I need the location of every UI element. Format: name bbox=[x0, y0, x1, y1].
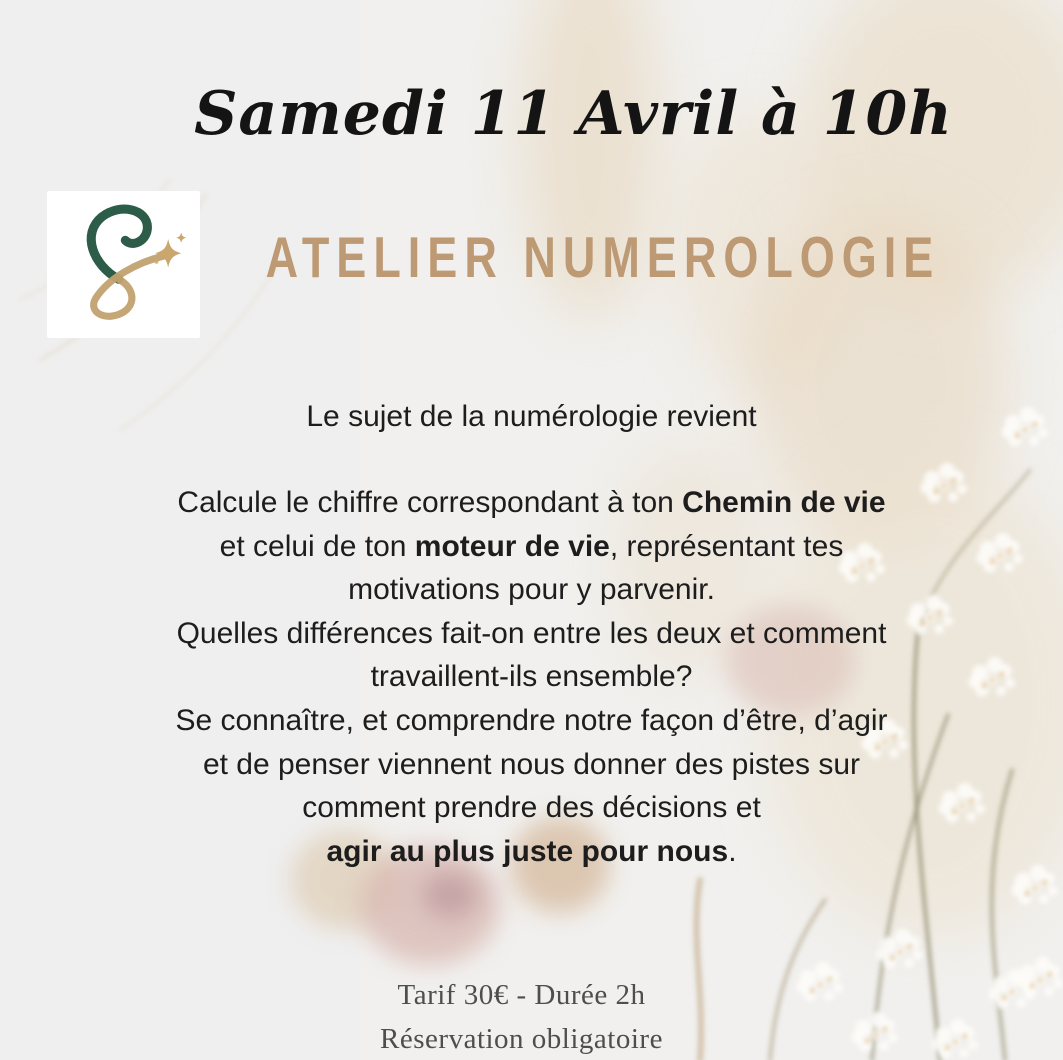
body-line: travaillent-ils ensemble? bbox=[370, 660, 693, 694]
body-line: Quelles différences fait-on entre les deux et comment bbox=[176, 616, 887, 650]
body-line: Se connaître, et comprendre notre façon d’être, d’agir bbox=[175, 703, 888, 737]
body-line: agir au plus juste pour nous. bbox=[326, 834, 737, 868]
s-monogram-icon bbox=[56, 200, 192, 330]
body-line: et celui de ton moteur de vie, représentant tes bbox=[219, 529, 844, 563]
event-datetime-title: Samedi 11 Avril à 10h bbox=[194, 79, 953, 149]
reservation-note: Réservation obligatoire bbox=[380, 1023, 663, 1055]
intro-line: Le sujet de la numérologie revient bbox=[306, 400, 757, 433]
price-duration: Tarif 30€ - Durée 2h bbox=[397, 979, 646, 1011]
body-line: Calcule le chiffre correspondant à ton Chemin de vie bbox=[177, 486, 886, 519]
bold-phrase-chemin-de-vie: Chemin de vie bbox=[682, 486, 886, 519]
body-line: et de penser viennent nous donner des pistes sur bbox=[202, 747, 861, 781]
sparkle-icon bbox=[154, 232, 186, 267]
body-line: motivations pour y parvenir. bbox=[348, 573, 715, 607]
bold-phrase-agir-au-plus-juste: agir au plus juste pour nous bbox=[326, 834, 729, 868]
workshop-title: ATELIER NUMEROLOGIE bbox=[265, 224, 941, 290]
bold-phrase-moteur-de-vie: moteur de vie bbox=[414, 529, 610, 563]
body-paragraph bbox=[0, 481, 1063, 873]
body-line: comment prendre des décisions et bbox=[302, 791, 761, 825]
brand-logo bbox=[47, 191, 200, 338]
